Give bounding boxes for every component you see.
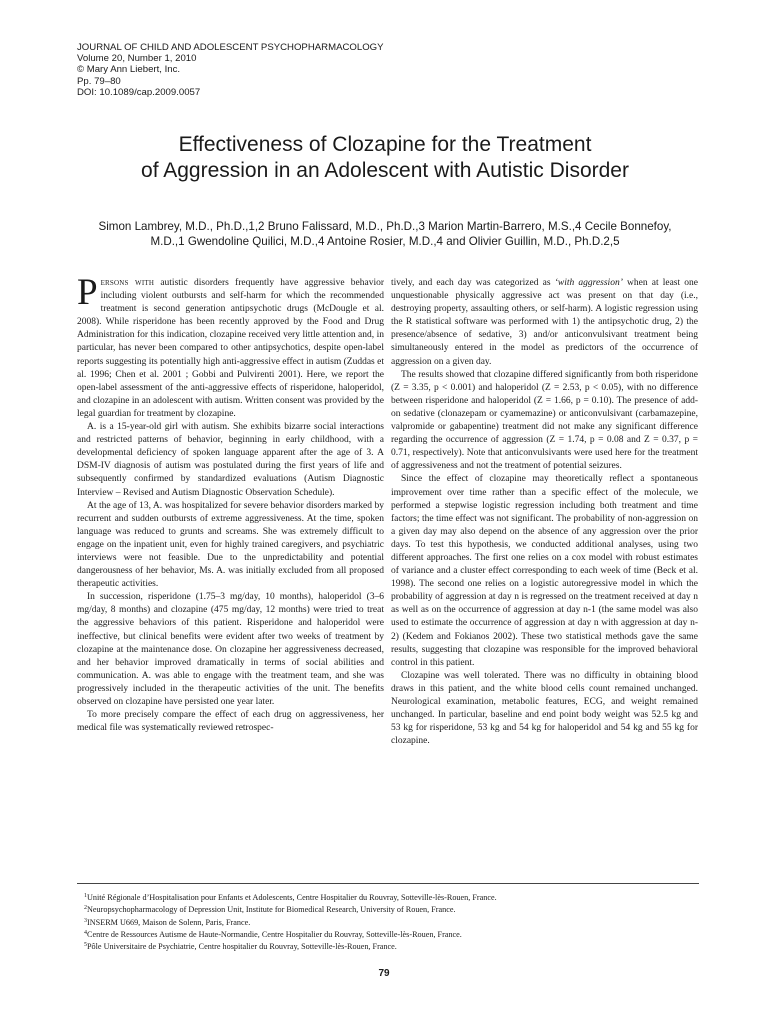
footnote-mark: 1 (84, 893, 87, 899)
paragraph-text: when at least one unquestionable physically aggressive act was present on that day (i.e., destroying property, assaulting others, or self-harm). A logistic regression using the R statistical software was performed with 1) the antipsychotic drug, 2) the presence/absence of sedative, 3) and/or anticonvulsivant treatment being simultaneously entered in the model as predictors of the occurrence of aggression on a given day. (391, 278, 698, 367)
footnote-text: Centre de Ressources Autisme de Haute-Normandie, Centre Hospitalier du Rouvray, Sotteville-lès-Rouen, France. (87, 929, 462, 939)
journal-header (77, 42, 437, 98)
footnote-mark: 2 (84, 905, 87, 912)
page-number: 79 (378, 968, 390, 979)
drop-cap: P (77, 272, 98, 313)
footnote (84, 916, 694, 928)
body-paragraph: Clozapine was well tolerated. There was no difficulty in obtaining blood draws in this patient, and the white blood cells count remained unchanged. Neurological examination, metabolic features, ECG, and weight remained unchanged. In particular, baseline and end point body weight was 52.5 kg and 53 kg for risperidone, 53 kg and 54 kg for haloperidol and 54 kg and 55 kg for clozapine. (391, 670, 698, 747)
journal-copyright: © Mary Ann Liebert, Inc. (77, 64, 181, 76)
italic-term: ‘with aggression’ (554, 278, 623, 288)
footnote (84, 940, 694, 952)
body-paragraph: At the age of 13, A. was hospitalized for severe behavior disorders marked by recurrent and sudden outbursts of extreme aggressiveness. At the time, spoken language was reduced to grunts and screams. She was extremely difficult to engage on the inpatient unit, even for highly trained caregivers, and psychiatric interviews were not feasible. Due to the unpredictability and potential dangerousness of her behavior, Ms. A. was initially excluded from all proposed therapeutic activities. (77, 500, 384, 590)
footnote (84, 891, 694, 903)
body-column-right (391, 277, 698, 748)
footnote (84, 903, 694, 915)
body-paragraph: Since the effect of clozapine may theoretically reflect a spontaneous improvement over time rather than a specific effect of the molecule, we performed a stepwise logistic regression including both treatment and time factors; the time effect was not significant. The probability of non-aggression on a given day may also depend on the absence of any aggression over the prior days. To test this hypothesis, we conducted additional analyses, using two different approaches. The first one relies on a cox model with robust estimates of variance and a cluster effect corresponding to each week of time (Beck et al. 1998). The second one relies on a logistic autoregressive model in which the probability of aggression at day n is regressed on the treatment received at day n as well as on the occurrence of aggression at day n-1 (the same model was also used to estimate the occurrence of aggression at day n with aggression at day n-2) (Kedem and Fokianos 2002). These two statistical methods gave the same results, suggesting that clozapine was responsible for the improved behavioral control in this patient. (391, 474, 698, 668)
journal-doi: DOI: 10.1089/cap.2009.0057 (77, 86, 201, 98)
footnote-text: Neuropsychopharmacology of Depression Unit, Institute for Biomedical Research, University of Rouen, France. (87, 905, 456, 915)
footnote-text: Unité Régionale d’Hospitalisation pour Enfants et Adolescents, Centre Hospitalier du Rouvray, Sotteville-lès-Rouen, France. (87, 893, 497, 902)
authors-line2: M.D.,1 Gwendoline Quilici, M.D.,4 Antoine Rosier, M.D.,4 and Olivier Guillin, M.D., Ph.D.2,5 (150, 235, 620, 248)
journal-name: JOURNAL OF CHILD AND ADOLESCENT PSYCHOPHARMACOLOGY (77, 42, 384, 53)
authors-line1: Simon Lambrey, M.D., Ph.D.,1,2 Bruno Falissard, M.D., Ph.D.,3 Marion Martin-Barrero, M.S.,4 Cecile Bonnefoy, (98, 220, 672, 233)
footnote-mark: 3 (84, 917, 87, 924)
body-paragraph (77, 272, 384, 421)
body-paragraph (391, 277, 698, 369)
footnotes (84, 891, 694, 952)
journal-volume: Volume 20, Number 1, 2010 (77, 53, 197, 65)
paragraph-text: autistic disorders frequently have aggressive behavior including violent outbursts and self-harm for which the recommended treatment is second generation antipsychotic drugs (McDougle et al. 2008). While risperidone has been recently approved by the Food and Drug Administration for this indication, clozapine received very little attention and, in particular, has never been compared to other antipsychotics, despite open-label reports suggesting its potentially high anti-aggressive effect in autism (Zuddas et al. 1996; Chen et al. 2001 ; Gobbi and Pulvirenti 2001). Here, we report the open-label assessment of the anti-aggressive effects of risperidone, haloperidol, and clozapine in an adolescent with autism. Written consent was provided by the legal guardian for treatment by clozapine. (77, 278, 384, 419)
lead-in-smallcaps: ersons with (100, 278, 155, 288)
body-paragraph: The results showed that clozapine differed significantly from both risperidone (Z = 3.35, p < 0.001) and haloperidol (Z = 2.53, p < 0.05), with no difference between risperidone and haloperidol (Z = 1.66, p = 0.10). The presence of add-on sedative (clonazepam or cyamemazine) or anticonvulsivant (carbamazepine, valpromide or gabapentine) treatment did not make any significant difference regarding the occurrence of aggression (Z = 1.74, p = 0.08 and Z = 0.37, p = 0.71, respectively). Note that anticonvulsivants were used here for the treatment of aggressiveness and not the treatment of potential seizures. (391, 369, 698, 472)
article-title-line2: of Aggression in an Adolescent with Autistic Disorder (141, 158, 629, 182)
journal-pages: Pp. 79–80 (77, 75, 121, 87)
body-column-left (77, 272, 384, 735)
footnote (84, 928, 694, 940)
paragraph-text: tively, and each day was categorized as (391, 278, 555, 288)
footnote-mark: 5 (84, 942, 87, 949)
footnote-mark: 4 (84, 929, 87, 936)
footnote-text: Pôle Universitaire de Psychiatrie, Centre hospitalier du Rouvray, Sotteville-lès-Rouen, France. (87, 942, 397, 952)
body-paragraph: In succession, risperidone (1.75–3 mg/day, 10 months), haloperidol (3–6 mg/day, 8 months) and clozapine (475 mg/day, 12 months) were tried to treat the aggressive behaviors of this patient. Risperidone and haloperidol were ineffective, but clinical benefits were evident after two weeks of treatment by clozapine at the maintenance dose. On clozapine her aggressiveness decreased, and her behavior improved dramatically in terms of social abilities and communication. A. was able to engage with the treatment team, and she was progressively included in the therapeutic activities of the unit. The benefits observed on clozapine have persisted one year later. (77, 592, 384, 707)
body-paragraph: A. is a 15-year-old girl with autism. She exhibits bizarre social interactions and restricted patterns of behavior, beginning in early childhood, with a developmental deficiency of spoken language apparent after the age of 3. A DSM-IV diagnosis of autism was postulated during the first years of life and subsequently confirmed by standardized evaluations (Autism Diagnostic Interview – Revised and Autism Diagnostic Observation Schedule). (77, 422, 384, 498)
body-paragraph: To more precisely compare the effect of each drug on aggressiveness, her medical file was systematically reviewed retrospec- (77, 710, 384, 734)
footnote-text: INSERM U669, Maison de Solenn, Paris, France. (87, 917, 251, 927)
article-title (60, 132, 710, 183)
article-title-line1: Effectiveness of Clozapine for the Treatment (178, 133, 592, 156)
author-list (70, 219, 700, 249)
footnote-divider (77, 883, 699, 884)
